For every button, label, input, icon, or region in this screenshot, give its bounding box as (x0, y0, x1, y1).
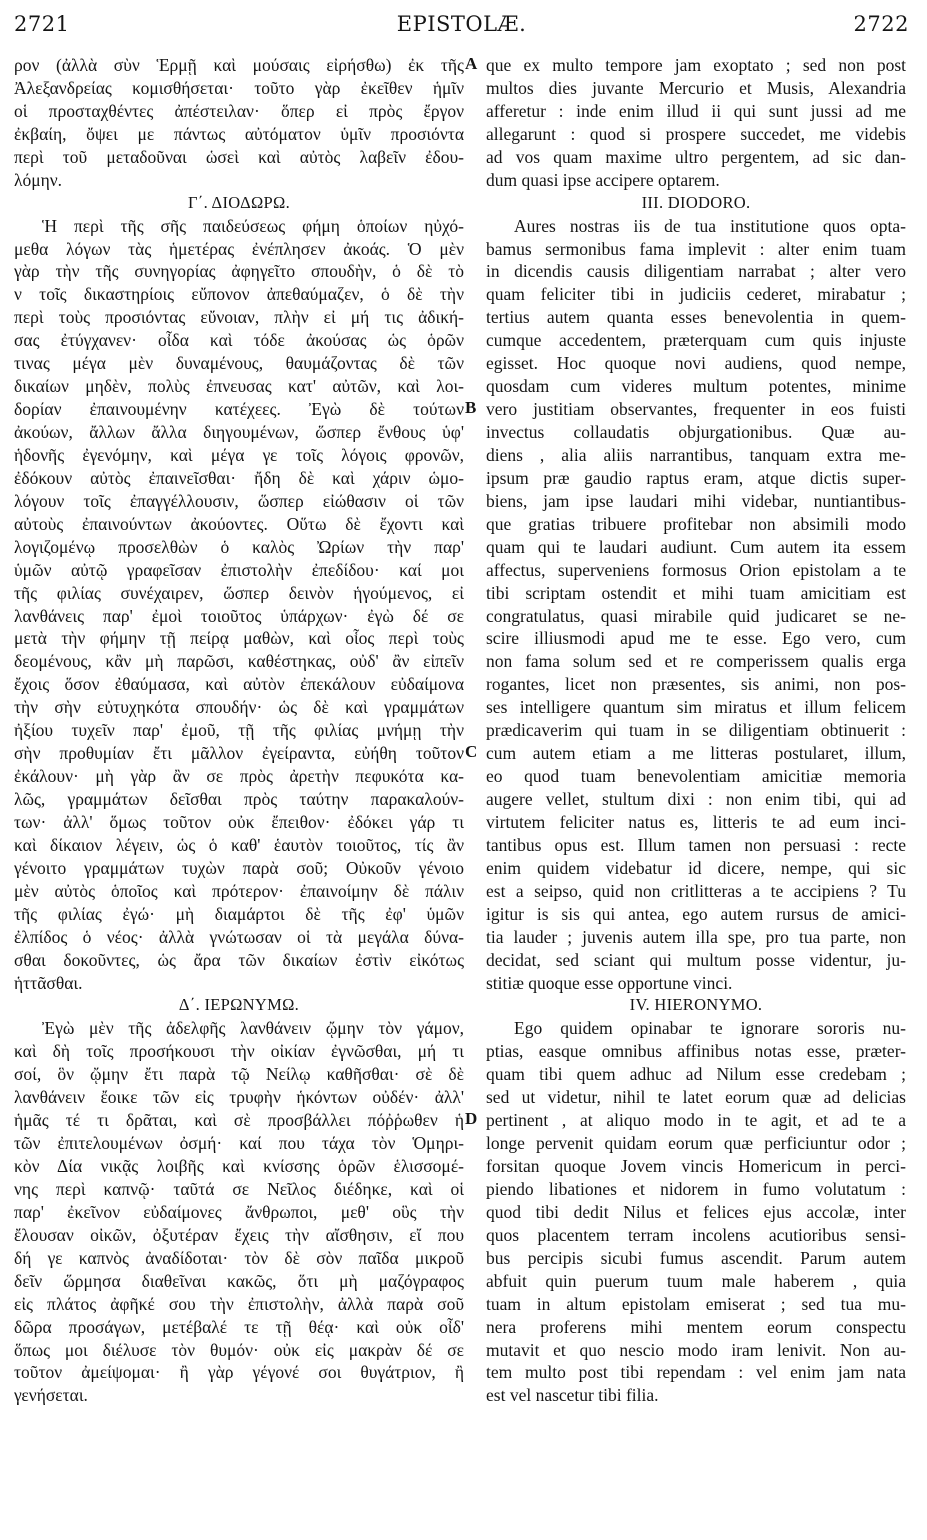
latin-text-line: quam tibi quem adhuc ad Nilum esse credebam ; (486, 1064, 906, 1085)
latin-text-line: nera proferens mihi mentem eorum conspectu (486, 1316, 906, 1337)
greek-text-line: γένοιτο γραμμάτων τυχὼν παρὰ σοῦ; Οὐκοῦν γένοιο (14, 857, 464, 878)
latin-letter-heading: III. DIODORO. (641, 192, 751, 212)
latin-text-line: eo quod tuam benevolentiam amicitiæ memoria (486, 766, 906, 787)
greek-text-line: λογιζομένῳ προσελθὼν ὁ καλὸς Ὠρίων τὴν παρ' (14, 536, 464, 557)
greek-letter-heading: Γ΄. ΔΙΟΔΩΡΩ. (187, 192, 291, 212)
greek-text-line: τὴν σὴν εὐτυχηκότα σπουδήν· ὡς δὲ καὶ γραμμάτων (14, 697, 464, 718)
greek-text-line: δικαίων μηδὲν, πολὺς ἐπνευσας κατ' αὐτῶν, καὶ λοι- (14, 376, 464, 397)
greek-text-line: δή γε καπνὸς ἀναδίδοται· τὸν δὲ σὸν παῖδα μικροῦ (14, 1247, 464, 1268)
greek-paragraph-start: Ἐγὼ μὲν τῆς ἀδελφῆς λανθάνειν ᾤμην τὸν γάμον, (42, 1018, 464, 1039)
greek-paragraph-start: Ἡ περὶ τῆς σῆς παιδεύσεως φήμη ὁποίων ηὐχό- (42, 215, 464, 236)
greek-text-line: Ἀλεξανδρείας κομισθήσεται· τοῦτο γὰρ ἐκεῖθεν ἡμῖν (14, 77, 464, 98)
latin-text-line: ptias, easque omnibus affinibus notas esse, præter- (486, 1041, 906, 1062)
latin-text-line: enim quidem videbatur id dicere, nempe, qui sic (486, 857, 906, 878)
greek-text-line: ἀκούων, ἄλλων ἄλλα διηγουμένων, ὥσπερ ἔνθους ὑφ' (14, 422, 464, 442)
latin-paragraph-end: stitiæ quoque esse opportune vinci. (486, 972, 733, 993)
latin-text-line: multos dies juvante Mercurio et Musis, Alexandria (486, 77, 906, 98)
latin-text-line: scire illiusmodi apud me te esse. Ego vero, cum (486, 628, 906, 649)
page-number-right: 2722 (853, 12, 909, 36)
greek-text-line: μετὰ τὴν φήμην τῇ πείρᾳ μαθὼν, καὶ οἷος περὶ τοὺς (14, 628, 464, 649)
latin-paragraph-end: est vel nascetur tibi filia. (486, 1385, 659, 1406)
latin-text-line: quod tibi dedit Nilus et felices ejus accolæ, inter (486, 1201, 906, 1222)
greek-text-line: καὶ δίκαιον λέγειν, ὡς ὁ καθ' ἑαυτὸν τοιοῦτος, τίς ἂν (14, 834, 464, 855)
latin-text-line: quam feliciter tibi in judiciis cederet, mirabatur ; (486, 284, 906, 305)
greek-text-line: δεομένους, κἂν μὴ παρῶσι, καθέστηκας, οὐδ' ἂν εἰπεῖν (14, 651, 464, 672)
greek-text-line: ἔλουσαν οἰκῶν, ὀξυτέραν ἔχεις τὴν αἴσθησιν, εἴ που (14, 1224, 464, 1245)
latin-text-line: tuam in altum epistolam emiserat ; sed tua mu- (486, 1293, 906, 1314)
greek-letter-heading: Δ΄. ΙΕΡΩΝΥΜΩ. (178, 995, 300, 1015)
greek-text-line: μὲν αὐτὸς ὁποῖος καὶ πρότερον· ἐπαινοίμην δὲ πάλιν (14, 880, 464, 901)
greek-text-line: εἰς πλάτος ἀφῆκέ σου τὴν ἐπιστολὴν, ἀλλὰ παρὰ σοῦ (14, 1293, 464, 1314)
latin-text-line: pertinent , at aliquo modo in te agit, et ad te a (486, 1110, 906, 1131)
latin-text-line: igitur is sis qui antea, ego autem rursus de amici- (486, 903, 906, 924)
greek-text-line: αὐτοὺς ἐπαινούντων ἀκούοντες. Οὕτω δὲ ἔχοντι καὶ (14, 513, 464, 534)
greek-paragraph-end: ἡττᾶσθαι. (14, 972, 83, 993)
latin-text-line: est a seipso, quid non critlitteras a te accipiens ? Tu (486, 880, 906, 901)
latin-text-line: quam qui te laudari audiunt. Cum autem ita essem (486, 536, 906, 557)
latin-column (486, 54, 906, 1407)
greek-text-line: τῆς φιλίας συνέχαιρεν, ὥσπερ δεινὸν ἡγούμενος, εἰ (14, 582, 464, 603)
margin-letter-c: C (465, 742, 478, 761)
greek-text-line: των· ἀλλ' ὅμως τοῦτον οὐκ ἔπειθον· ἐδόκει γάρ τι (14, 811, 464, 832)
greek-text-line: ὅπως μοι διέλυσε τὸν θυμόν· οὐκ εἰς μακρὰν δέ σε (14, 1339, 464, 1360)
latin-text-line: cumque accedentem, præterquam cum quis injuste (486, 330, 906, 351)
greek-text-line: ν τοῖς δικαστηρίοις εὔπονον ἀπεθαύμαζεν, ὁ δὲ τὴν (14, 284, 464, 305)
latin-text-line: rogantes, licet non præsentes, sis animi, non pos- (486, 674, 906, 695)
margin-letter-b: B (465, 398, 477, 417)
greek-text-line: νης περὶ καπνῷ· ταῦτά σε Νεῖλος διέδηκε, καὶ οἱ (14, 1178, 464, 1199)
greek-text-line: περὶ τοὺς προσιόντας εὔνοιαν, πλὴν εἰ μή τις ἀδική- (14, 307, 464, 328)
latin-text-line: egisset. Hoc quoque novi audiens, quod nempe, (486, 353, 906, 374)
running-title: EPISTOLÆ. (396, 12, 527, 36)
greek-text-line: ἐδόκουν αὐτὸς ἐπαινεῖσθαι· ἤδη δὲ καὶ χάριν ὡμο- (14, 467, 464, 488)
latin-text-line: ipsum præ gaudio raptus eram, atque dictis super- (486, 467, 906, 488)
greek-text-line: δεῖν ὥρμησα διαθεῖναι κακῶς, ὅτι μὴ μαζόγραφος (14, 1270, 464, 1291)
margin-letter-d: D (465, 1109, 478, 1128)
greek-text-line: περὶ τοῦ μεταδοῦναι ὡσεὶ καὶ αὐτὸς λαβεῖν ἐδου- (14, 146, 464, 167)
latin-text-line: tem multo post tibi rependam : vel enim jam nata (486, 1362, 906, 1383)
latin-text-line: sed ut videtur, nihil te latet eorum quæ ad delicias (486, 1087, 906, 1108)
greek-text-line: παρ' ἐκεῖνον εὐδαίμονες ἄνθρωποι, μεθ' οὓς τὴν (14, 1201, 464, 1222)
greek-text-line: ἡμᾶς τέ τι δρᾶται, καὶ σὲ προσβάλλει πόῤῥωθεν ἡ (14, 1110, 464, 1131)
latin-text-line: tertius autem quanta esses benevolentia in quem- (486, 307, 906, 328)
greek-text-line: καὶ δὴ τοῖς προσήκουσι τὴν οἰκίαν ἐγνῶσθαι, μή τι (14, 1041, 464, 1062)
latin-paragraph-start: Aures nostras iis de tua institutione quos opta- (514, 215, 906, 236)
latin-text-line: congratulatus, quasi mirabile quid judicaret se ne- (486, 605, 906, 626)
latin-text-line: decidat, sed sciant qui multum posse videntur, ju- (486, 949, 906, 970)
latin-text-line: forsitan quoque Jovem vincis Homericum in perci- (486, 1156, 906, 1176)
latin-text-line: afferetur : inde enim illud ii qui sunt jussi ad me (486, 100, 906, 121)
greek-text-line: σθαι δοκοῦντες, ὡς ἄρα τῶν δικαίων ἐστὶν εἰκότως (14, 949, 464, 970)
latin-text-line: tia lauder ; juvenis autem illa spe, pro tua parte, non (486, 926, 906, 947)
greek-text-line: ἐκβαίη, ὄψει με πάντως αὐτόματον ὑμῖν προσιόντα (14, 123, 464, 144)
latin-text-line: tantibus opus est. Illum tamen non persuasi : recte (486, 834, 906, 855)
greek-text-line: λανθάνειν ἔοικε τῶν εἰς τρυφὴν ἡκόντων οὐδέν· ἀλλ' (14, 1087, 464, 1108)
greek-text-line: οἱ προσταχθέντες ἀπέστειλαν· ὅπερ εἰ πρὸς ἔργον (14, 100, 464, 121)
greek-text-line: σοί, ὃν ᾤμην ἔτι παρὰ τῷ Νείλῳ καθῆσθαι· σὲ δὲ (14, 1064, 464, 1085)
latin-text-line: cum autem etiam a me litteras postularet, illum, (486, 743, 906, 764)
latin-text-line: bus percipis sicubi fumus ascendit. Parum autem (486, 1247, 906, 1268)
greek-paragraph-end: γενήσεται. (14, 1385, 88, 1406)
greek-text-line: λῶς, γραμμάτων δεῖσθαι πρὸς ταύτην παρακαλούν- (14, 789, 464, 809)
greek-text-line: ρον (ἀλλὰ σὺν Ἑρμῇ καὶ μούσαις εἰρήσθω) ἐκ τῆς (14, 55, 464, 75)
latin-text-line: bamus sermonibus fama implevit : alter enim tuam (486, 238, 906, 259)
latin-text-line: invectus collaudatis objurgationibus. Quæ au- (486, 422, 906, 442)
greek-text-line: τῶν ἐπιτελουμένων ὀσμή· καί που τάχα τὸν Ὁμηρι- (14, 1133, 464, 1154)
latin-text-line: ses intelligere quantum sim miratus et illum felicem (486, 697, 906, 718)
greek-text-line: λόγουν τοῖς ἐπαγγέλλουσιν, ὥσπερ εἰώθασιν οἱ τῶν (14, 490, 464, 511)
latin-text-line: tibi scriptam ostendit et mihi tuam amicitiam est (486, 582, 906, 603)
greek-text-line: τοῦτον ἀμείψομαι· ἢ γὰρ γέγονέ σοι θυγάτριον, ἢ (14, 1362, 464, 1383)
greek-text-line: κὸν Δία νικᾷς λοιβῆς καὶ κνίσσης ὁρῶν ἑλισσομέ- (14, 1156, 464, 1176)
greek-text-line: ἐκάλουν· μὴ γὰρ ἂν σε πρὸς ἀρετὴν πεφυκότα κα- (14, 766, 464, 787)
greek-text-line: λανθάνεις παρ' ἐμοὶ τοιοῦτος ὑπάρχων· ἐγὼ δέ σε (14, 605, 464, 626)
greek-text-line: σας ἐτύγχανεν· οἶδα καὶ τόδε ἀκούσας ὡς ὁρῶν (14, 330, 464, 351)
latin-text-line: quosdam cum videres multum potentes, minime (486, 376, 906, 397)
latin-text-line: in dicendis causis diligentiam narrabat ; alter vero (486, 261, 906, 282)
greek-text-line: δορίαν ἐπαινουμένην κατέχεες. Ἐγὼ δὲ τούτων (14, 399, 464, 420)
latin-text-line: abfuit quin puerum tuum male haberem , quia (486, 1270, 906, 1291)
latin-text-line: biens, jam ipse laudari mihi videbar, nuntiantibus- (486, 490, 906, 511)
latin-letter-heading: IV. HIERONYMO. (629, 995, 763, 1015)
greek-text-line: σὴν προθυμίαν ἔτι μᾶλλον ἐγείραντα, εὐήθη τοῦτον (14, 743, 464, 764)
page-number-left: 2721 (14, 12, 70, 36)
latin-text-line: quos placentem terram incolens acutioribus sensi- (486, 1224, 906, 1245)
latin-text-line: que ex multo tempore jam exoptato ; sed non post (486, 55, 906, 75)
latin-text-line: virtutem feliciter natus es, litteris te ad eum inci- (486, 811, 906, 832)
greek-text-line: ἠξίου τυχεῖν παρ' ἐμοῦ, τῇ τῆς φιλίας μνήμῃ τὴν (14, 720, 464, 741)
greek-text-line: τινας μέγα μὲν δυναμένους, θαυμάζοντας δὲ τῶν (14, 353, 464, 374)
latin-text-line: vero justitiam observantes, frequenter in eos fuisti (486, 399, 906, 420)
latin-text-line: affectus, superveniens formosus Orion epistolam a te (486, 559, 906, 580)
latin-text-line: non fama solum sed et re comperissem qualis erga (486, 651, 906, 672)
latin-text-line: diens , alia aliis narrantibus, tanquam extra me- (486, 444, 906, 465)
greek-text-line: δῶρα προσάγων, μετέβαλέ τε τῇ θέᾳ· καὶ οὐκ οἶδ' (14, 1316, 464, 1337)
greek-text-line: ἔχοις ὅσον ἐθαύμασα, καὶ αὐτὸν ἐπεκάλουν εὐδαίμονα (14, 674, 464, 695)
greek-text-line: ἡδονῆς ἐγενόμην, καὶ μέγα γε τοῖς λόγοις φρονῶν, (14, 444, 464, 465)
greek-text-line: ἐλπίδος ὁ νέος· ἀλλὰ γνώτωσαν οἱ τὰ μεγάλα δύνα- (14, 926, 464, 947)
latin-text-line: que gratias tribuere profitebar non absimili modo (486, 513, 906, 534)
latin-text-line: ad vos quam maxime ultro pergentem, ad sic dan- (486, 146, 906, 167)
greek-text-line: μεθα λόγων τὰς ἡμετέρας ἐνέπλησεν ἀκοάς. Ὁ μὲν (14, 238, 464, 259)
page-header (14, 12, 909, 48)
latin-text-line: piendo libationes et nidorem in fumo volutatum : (486, 1178, 906, 1199)
latin-text-line: mutavit et quo nescio modo iram lenivit. Non au- (486, 1339, 906, 1360)
latin-text-line: prædicaverim qui tuam in se diligentiam obtinuerit : (486, 720, 906, 741)
greek-paragraph-end: λόμην. (14, 169, 63, 190)
latin-text-line: longe pervenit quidam eorum quæ perficiuntur odor ; (486, 1133, 906, 1154)
greek-text-line: ὑμῶν αὐτῷ γραφεῖσαν ἐπιστολὴν ἐπεδίδου· καί μοι (14, 559, 464, 580)
greek-text-line: γὰρ τὴν τῆς συνηγορίας ἀφηγεῖτο σπουδὴν, ὁ δὲ τὸ (14, 261, 464, 282)
greek-text-line: τῆς φιλίας ἐγώ· μὴ διαμάρτοι δὲ τῆς ἐφ' ὑμῶν (14, 903, 464, 924)
latin-text-line: allegarunt : quod si prospere succedet, me videbis (486, 123, 906, 144)
latin-text-line: augere vellet, stultum dixi : non enim tibi, qui ad (486, 789, 906, 809)
latin-paragraph-end: dum quasi ipse accipere optarem. (486, 169, 720, 190)
greek-column (14, 54, 464, 1407)
margin-letter-a: A (465, 54, 478, 73)
latin-paragraph-start: Ego quidem opinabar te ignorare sororis nu- (514, 1018, 906, 1039)
